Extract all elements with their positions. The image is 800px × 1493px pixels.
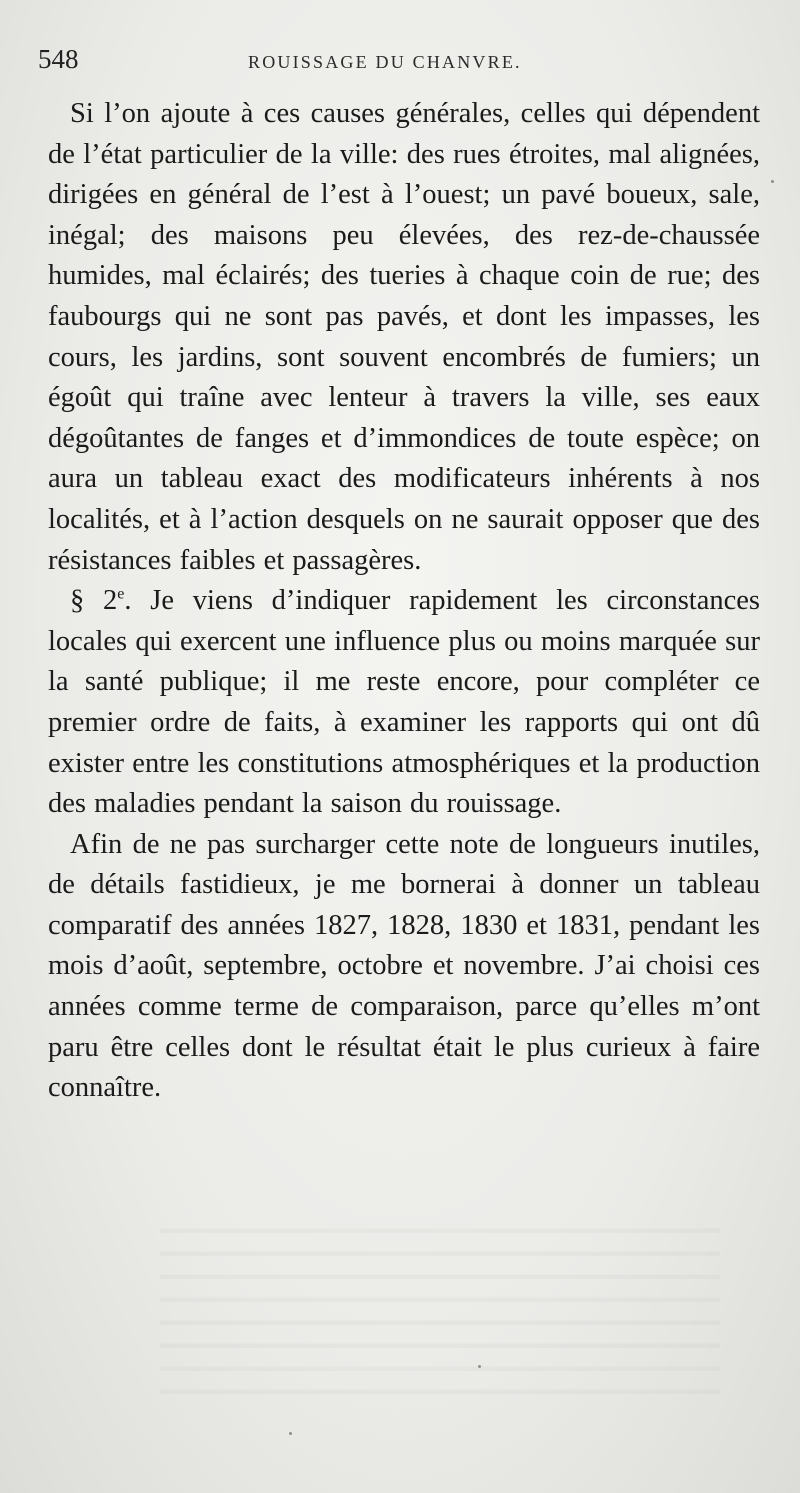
- paper-speck: [771, 180, 774, 183]
- paper-speck: [478, 1365, 481, 1368]
- body-text: [48, 94, 760, 1109]
- paper-speck: [289, 1432, 292, 1435]
- page-number: 548: [38, 44, 79, 74]
- paragraph-causes: Si l’on ajoute à ces causes générales, celles qui dépendent de l’état particulier de la ville: des rues étroites, mal alignées, dirigées en général de l’est à l’ouest; un pavé boueux, sale, inégal; des maisons peu élevées, des rez-de-chaussée humides, mal éclairés; des tueries à chaque coin de rue; des faubourgs qui ne sont pas pavés, et dont les impasses, les cours, les jardins, sont souvent encombrés de fumiers; un égoût qui traîne avec lenteur à travers la ville, ses eaux dégoûtantes de fanges et d’immondices de toute espèce; on aura un tableau exact des modificateurs inhérents à nos localités, et à l’action desquels on ne saurait opposer que des résistances faibles et passagères.: [48, 98, 760, 576]
- paragraph-section-2: [48, 581, 760, 825]
- section-superscript: e: [117, 585, 125, 603]
- paragraph-section-2-text: . Je viens d’indiquer rapidement les circonstances locales qui exercent une influence plus ou moins marquée sur la santé publique; il me reste encore, pour compléter ce premier ordre de faits, à examiner les rapports qui ont dû exister entre les constitutions atmosphériques et la production des maladies pendant la saison du rouissage.: [48, 585, 761, 820]
- show-through-text: [160, 1210, 720, 1410]
- running-title: ROUISSAGE DU CHANVRE.: [248, 52, 522, 72]
- section-number: § 2: [70, 585, 118, 617]
- paragraph-comparison: Afin de ne pas surcharger cette note de longueurs inutiles, de détails fastidieux, je me bornerai à donner un tableau comparatif des années 1827, 1828, 1830 et 1831, pendant les mois d’août, septembre, octobre et novembre. J’ai choisi ces années comme terme de comparaison, parce qu’elles m’ont paru être celles dont le résultat était le plus curieux à faire connaître.: [48, 828, 760, 1104]
- running-head: [38, 44, 758, 84]
